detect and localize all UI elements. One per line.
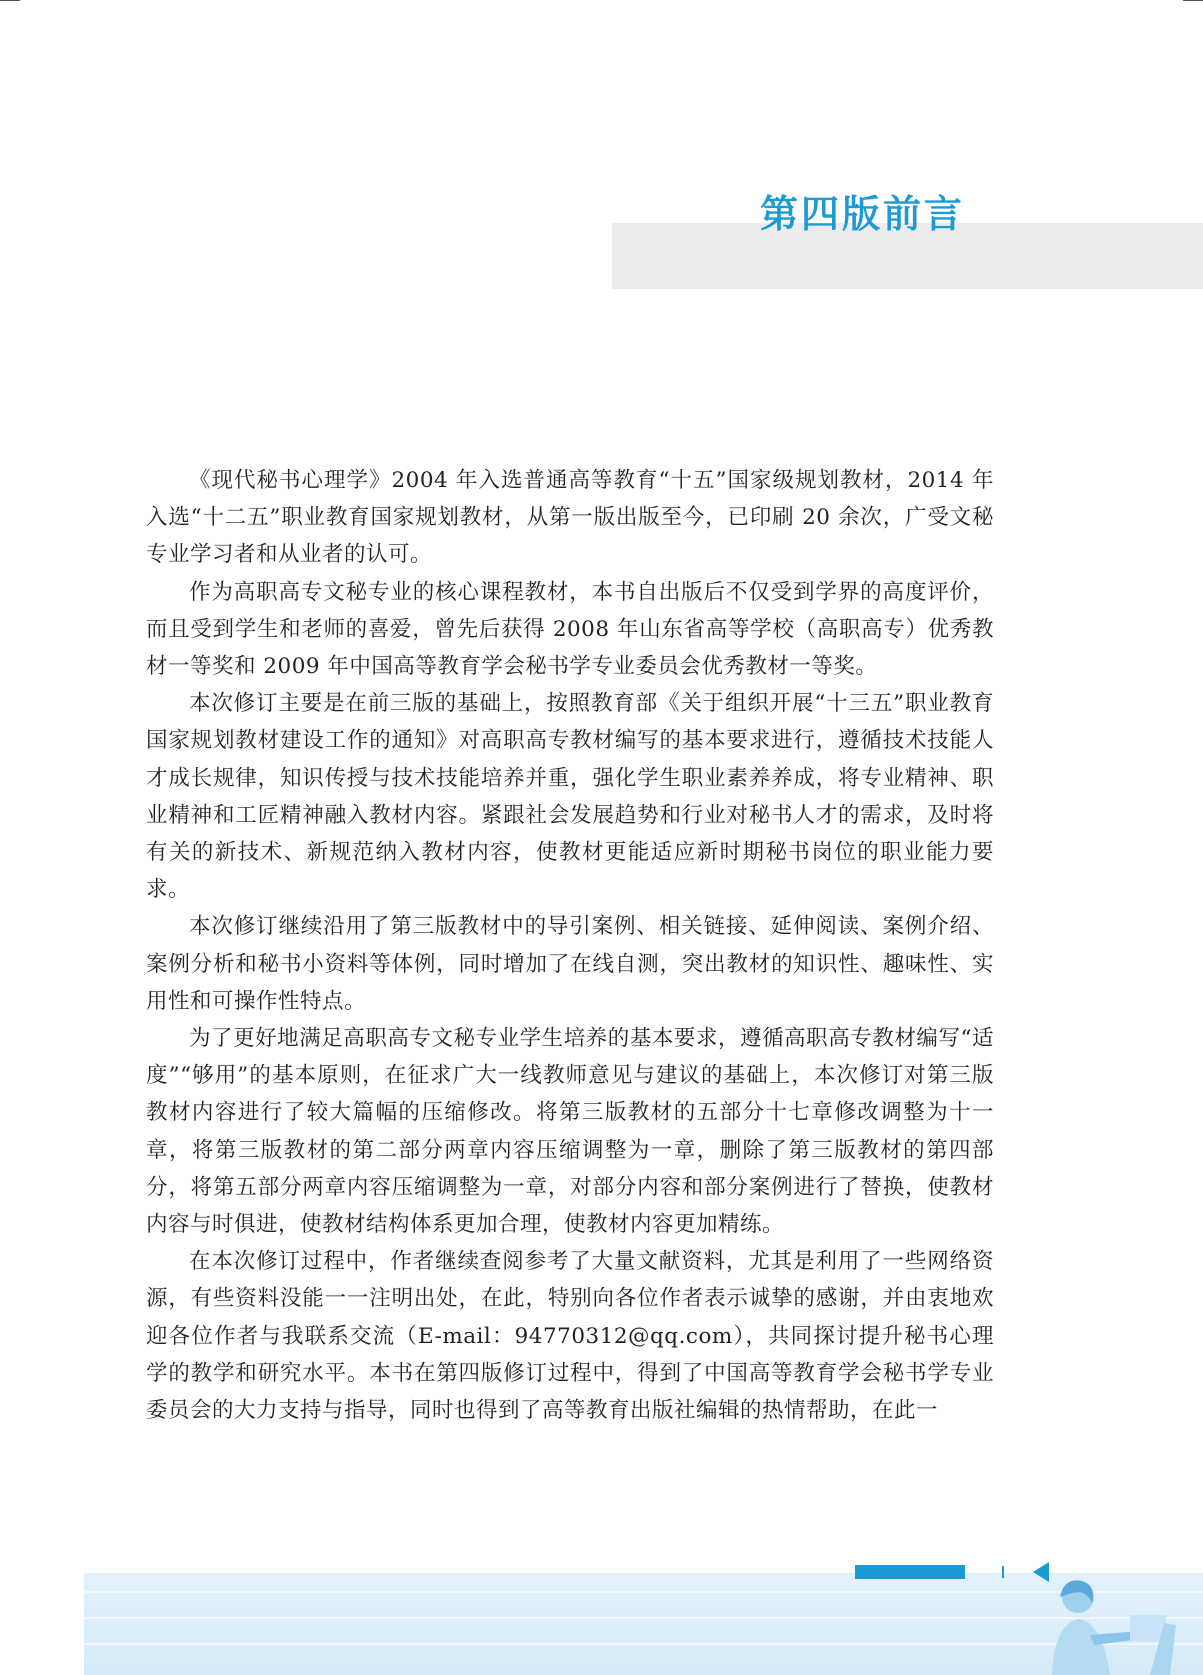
crop-mark-left: [0, 0, 20, 1]
footer-tick: [1002, 1566, 1004, 1578]
paragraph: 为了更好地满足高职高专文秘专业学生培养的基本要求，遵循高职高专教材编写“适度”“够用”的基本原则，在征求广大一线教师意见与建议的基础上，本次修订对第三版教材内容进行了较大篇幅的压缩修改。将第三版教材的五部分十七章修改调整为十一章，将第三版教材的第二部分两章内容压缩调整为一章，删除了第三版教材的第四部分，将第五部分两章内容压缩调整为一章，对部分内容和部分案例进行了替换，使教材内容与时俱进，使教材结构体系更加合理，使教材内容更加精练。: [146, 1026, 994, 1238]
preface-body: [146, 462, 994, 1429]
paragraph: 《现代秘书心理学》2004 年入选普通高等教育“十五”国家级规划教材，2014 年入选“十二五”职业教育国家规划教材，从第一版出版至今，已印刷 20 余次，广受文秘专业学习者和从业者的认可。: [146, 468, 994, 568]
paragraph: 在本次修订过程中，作者继续查阅参考了大量文献资料，尤其是利用了一些网络资源，有些资料没能一一注明出处，在此，特别向各位作者表示诚挚的感谢，并由衷地欢迎各位作者与我联系交流（E-mail：94770312@qq.com），共同探讨提升秘书心理学的教学和研究水平。本书在第四版修订过程中，得到了中国高等教育学会秘书学专业委员会的大力支持与指导，同时也得到了高等教育出版社编辑的热情帮助，在此一: [146, 1249, 994, 1424]
page-title: 第四版前言: [760, 192, 966, 236]
person-illustration-icon: [1030, 1575, 1180, 1675]
paragraph: 本次修订主要是在前三版的基础上，按照教育部《关于组织开展“十三五”职业教育国家规划教材建设工作的通知》对高职高专教材编写的基本要求进行，遵循技术技能人才成长规律，知识传授与技术技能培养并重，强化学生职业素养养成，将专业精神、职业精神和工匠精神融入教材内容。紧跟社会发展趋势和行业对秘书人才的需求，及时将有关的新技术、新规范纳入教材内容，使教材更能适应新时期秘书岗位的职业能力要求。: [146, 691, 994, 903]
footer-accent-bar: [855, 1565, 965, 1579]
paragraph: 作为高职高专文秘专业的核心课程教材，本书自出版后不仅受到学界的高度评价，而且受到学生和老师的喜爱，曾先后获得 2008 年山东省高等学校（高职高专）优秀教材一等奖和 2009 年中国高等教育学会秘书学专业委员会优秀教材一等奖。: [146, 579, 994, 680]
crop-mark-right: [1183, 0, 1203, 1]
paragraph: 本次修订继续沿用了第三版教材中的导引案例、相关链接、延伸阅读、案例介绍、案例分析和秘书小资料等体例，同时增加了在线自测，突出教材的知识性、趣味性、实用性和可操作性特点。: [146, 914, 994, 1014]
